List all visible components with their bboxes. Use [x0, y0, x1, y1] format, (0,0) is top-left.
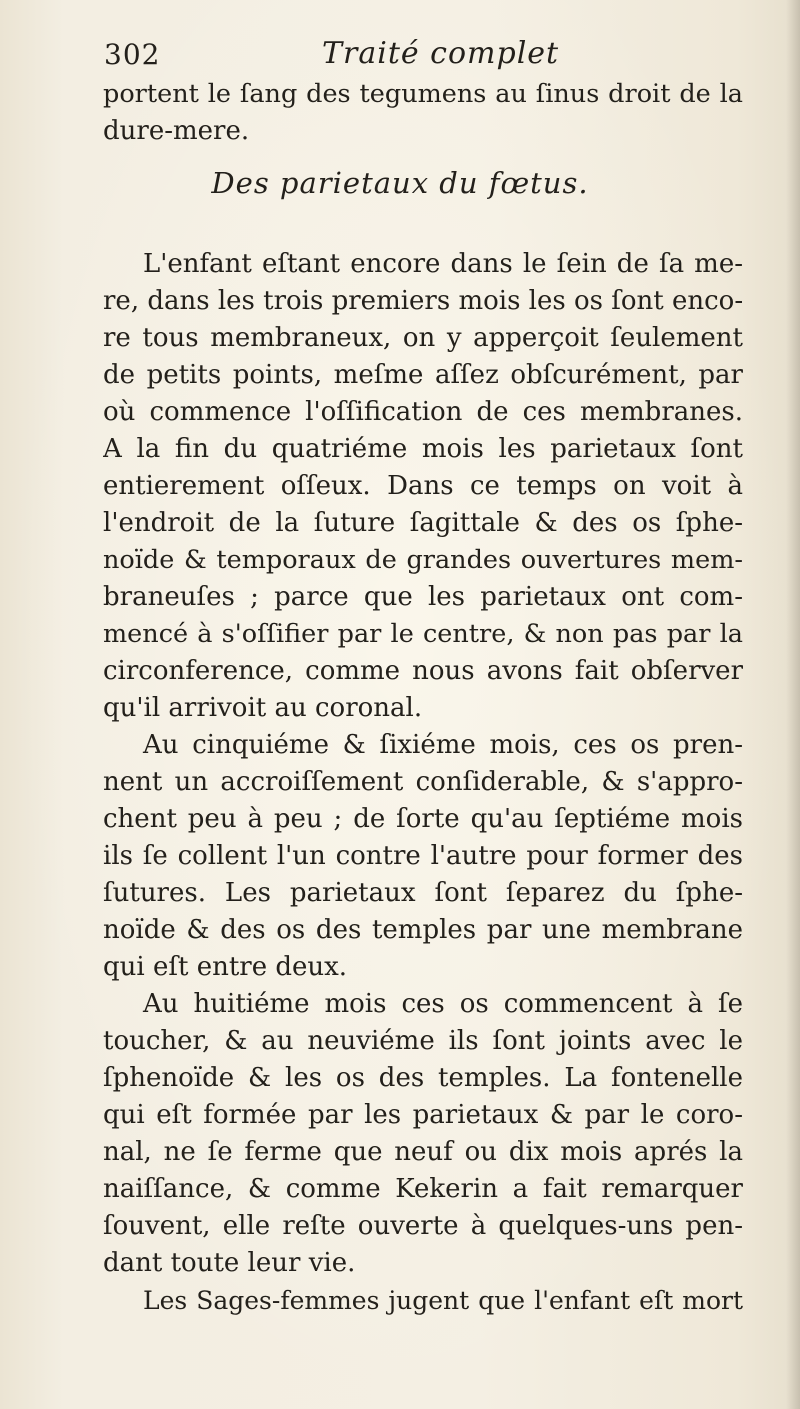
text-line: chent peu à peu ; de ſorte qu'au ſeptiéme mois [103, 804, 743, 834]
text-line: mencé à s'oſſifier par le centre, & non pas par la [103, 619, 743, 649]
running-head [104, 36, 744, 80]
page-edge-shadow [786, 0, 800, 1409]
text-line: noïde & temporaux de grandes ouvertures mem- [103, 545, 743, 575]
text-line: entierement oſſeux. Dans ce temps on voit à [103, 471, 743, 501]
text-line: toucher, & au neuviéme ils ſont joints avec le [103, 1026, 743, 1056]
page-number: 302 [104, 38, 161, 71]
text-line: nal, ne ſe ferme que neuf ou dix mois aprés la [103, 1137, 743, 1167]
text-line: naiſſance, & comme Kekerin a fait remarquer [103, 1174, 743, 1204]
text-line: dant toute leur vie. [103, 1248, 356, 1278]
section-heading: Des parietaux du fœtus. [211, 166, 589, 200]
intro-paragraph [103, 76, 743, 150]
text-line: ſouvent, elle reſte ouverte à quelques-uns pen- [103, 1211, 743, 1241]
text-line: L'enfant eſtant encore dans le ſein de ſa me- [143, 249, 743, 279]
text-line: re, dans les trois premiers mois les os ſont enco- [103, 286, 743, 316]
text-line: braneuſes ; parce que les parietaux ont com- [103, 582, 743, 612]
text-line: Au cinquiéme & ſixiéme mois, ces os pren- [143, 730, 743, 760]
text-line: ſutures. Les parietaux ſont ſeparez du ſphe- [103, 878, 743, 908]
text-line: l'endroit de la ſuture ſagittale & des os ſphe- [103, 508, 743, 538]
text-line: noïde & des os des temples par une membrane [103, 915, 743, 945]
text-line: ſphenoïde & les os des temples. La fontenelle [103, 1063, 743, 1093]
text-line: circonference, comme nous avons fait obſerver [103, 656, 743, 686]
text-line: re tous membraneux, on y apperçoit ſeulement [103, 323, 743, 353]
text-line: portent le ſang des tegumens au ſinus droit de la [103, 79, 743, 109]
text-line: qui eſt entre deux. [103, 952, 348, 982]
text-line: qui eſt formée par les parietaux & par le coro- [103, 1100, 743, 1130]
text-line: qu'il arrivoit au coronal. [103, 693, 423, 723]
text-line: A la fin du quatriéme mois les parietaux ſont [103, 434, 743, 464]
text-line: ils ſe collent l'un contre l'autre pour former des [103, 841, 743, 871]
text-line: nent un accroiſſement conſiderable, & s'appro- [103, 767, 743, 797]
text-line: où commence l'oſſification de ces membranes. [103, 397, 743, 427]
main-text [103, 246, 743, 1319]
text-line: Au huitiéme mois ces os commencent à ſe [143, 989, 743, 1019]
text-line: dure-mere. [103, 116, 250, 146]
text-line: Les Sages-femmes jugent que l'enfant eſt mort [143, 1286, 743, 1315]
text-line: de petits points, meſme aſſez obſcurément, par [103, 360, 743, 390]
running-title: Traité complet [322, 36, 560, 71]
